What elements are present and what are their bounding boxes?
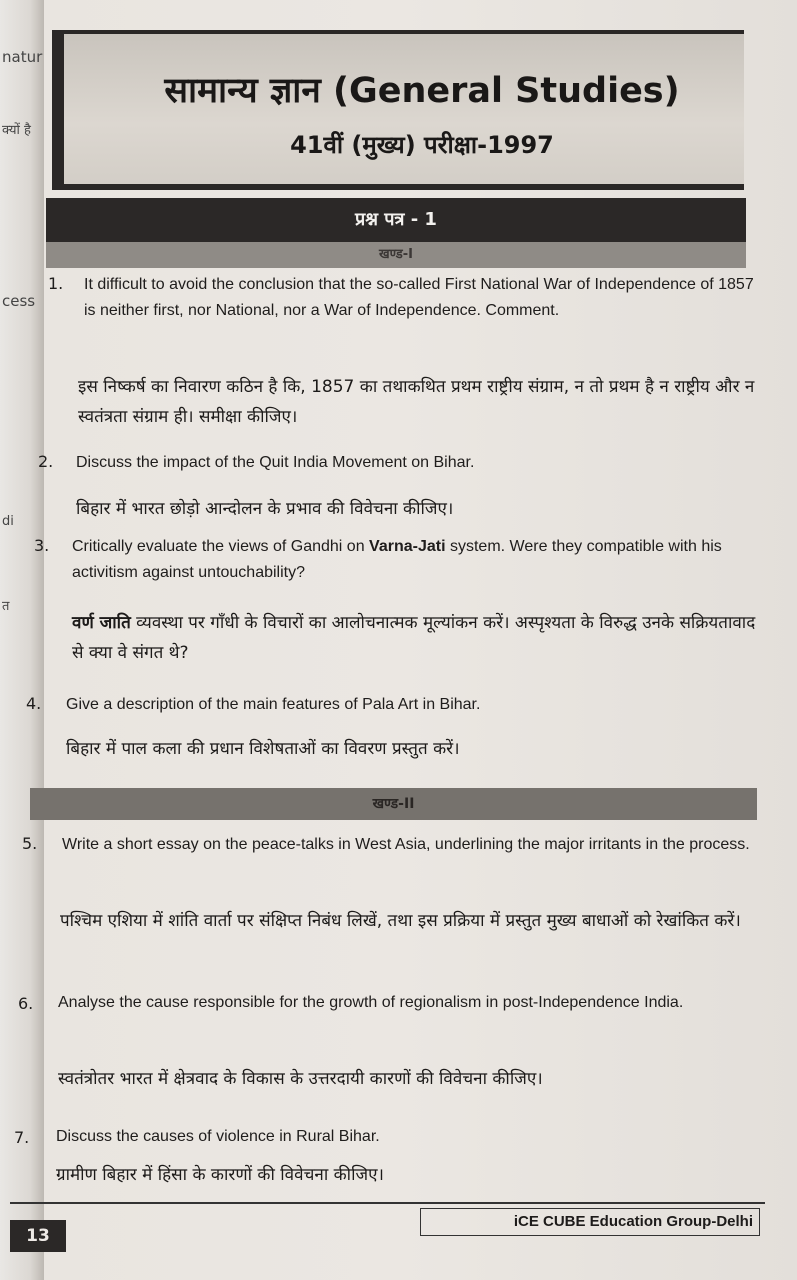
question-number: 3. [34,536,50,555]
footer-divider [10,1202,765,1204]
section-heading-1: खण्ड-I [46,242,746,268]
question-english [72,534,756,586]
emphasis-term: Varna-Jati [369,538,446,555]
question-hindi: इस निष्कर्ष का निवारण कठिन है कि, 1857 का तथाकथित प्रथम राष्ट्रीय संग्राम, न तो प्रथम है न राष्ट्रीय और न स्वतंत्रता संग्राम ही। समीक्षा कीजिए। [78,377,755,427]
margin-fragment: natur [2,48,43,66]
question-number: 2. [38,452,54,471]
question-english: Give a description of the main features of Pala Art in Bihar. [66,696,481,713]
question-hindi: बिहार में भारत छोड़ो आन्दोलन के प्रभाव की विवेचना कीजिए। [76,499,454,519]
question-number: 1. [48,274,64,293]
question-english: Discuss the causes of violence in Rural Bihar. [56,1128,380,1145]
question-text: व्यवस्था पर गाँधी के विचारों का आलोचनात्मक मूल्यांकन करें। अस्पृश्यता के विरुद्ध उनके सक्रियतावाद से क्या वे संगत थे? [72,613,756,663]
question-hindi: स्वतंत्रोतर भारत में क्षेत्रवाद के विकास के उत्तरदायी कारणों की विवेचना कीजिए। [58,1069,543,1089]
margin-fragment: क्यों है [2,123,31,138]
section-heading-2: खण्ड-II [30,788,757,820]
question-english: Analyse the cause responsible for the growth of regionalism in post-Independence India. [58,994,684,1011]
margin-fragment: cess [2,292,36,310]
question-number: 5. [22,834,38,853]
exam-subtitle: 41वीं (मुख्य) परीक्षा-1997 [290,131,554,159]
question-text: system. Were they compatible with his activitism against untouchability? [72,538,722,581]
question-hindi: बिहार में पाल कला की प्रधान विशेषताओं का विवरण प्रस्तुत करें। [66,739,460,759]
question-number: 6. [18,994,34,1013]
question-hindi: ग्रामीण बिहार में हिंसा के कारणों की विवेचना कीजिए। [56,1165,384,1185]
question-text: Critically evaluate the views of Gandhi on [72,538,370,555]
question-number: 4. [26,694,42,713]
question-english: It difficult to avoid the conclusion that the so-called First National War of Independence of 1857 is neither first, nor National, nor a War of Independence. Comment. [84,276,754,319]
adjacent-page-strip [0,0,44,1280]
emphasis-term: वर्ण जाति [72,613,131,633]
question-hindi [72,608,758,668]
paper-label-bar: प्रश्न पत्र - 1 [46,198,746,242]
page-number: 13 [10,1220,66,1252]
margin-fragment: त [2,599,10,614]
margin-fragment: di [2,514,14,529]
publisher-label: iCE CUBE Education Group-Delhi [420,1208,760,1236]
question-hindi: पश्चिम एशिया में शांति वार्ता पर संक्षिप्त निबंध लिखें, तथा इस प्रक्रिया में प्रस्तुत मुख्य बाधाओं को रेखांकित करें। [60,911,741,931]
question-number: 7. [14,1128,30,1147]
page-title: सामान्य ज्ञान (General Studies) [164,71,680,111]
question-english: Discuss the impact of the Quit India Movement on Bihar. [76,454,475,471]
question-english: Write a short essay on the peace-talks in West Asia, underlining the major irritants in the process. [62,836,750,853]
